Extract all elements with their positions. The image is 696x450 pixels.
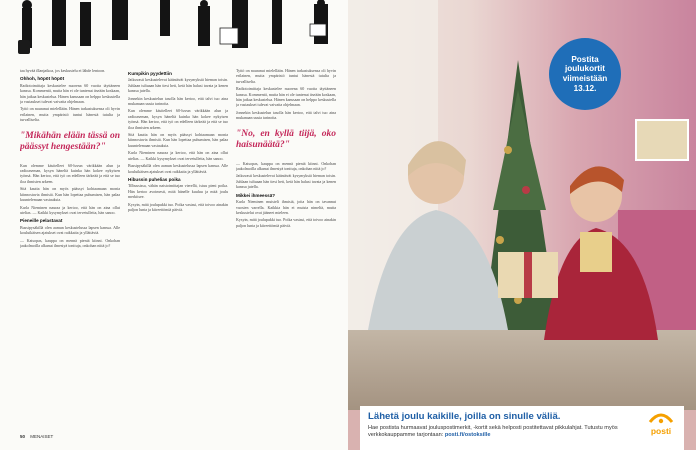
ad-body-text <box>368 425 638 439</box>
badge-line: joulukortit <box>564 64 606 74</box>
paragraph: Jonnekin keskustelun tasolla hän kertoo, että talvi tuo aina mukanaan uusia tarinoita. <box>236 109 336 121</box>
paragraph: Kysyin, mitä joulupukki tuo. Poika vastasi, että toivoo ainakin paljon lunta ja kiireettömiä päiviä. <box>236 217 336 228</box>
paragraph: Jatkuvasti keskustelevat kääntävät kysymyksiä hieman toisin. Juhlaan tultuaan hän tiesi heti, ketä hän halusi tavata ja kenen kanssa jutella. <box>236 173 336 190</box>
posti-logo-text: posti <box>650 426 672 436</box>
badge-date: 13.12. <box>573 83 597 93</box>
subheading: Mikkei ihmeessä? <box>236 192 276 198</box>
paragraph: — Katsopas, kauppa on mennä pieniä kiinni. Onkohan jaakolmoilla alkanut ilmestyä tonttuja, onkohan niitä jo? <box>236 160 336 172</box>
pull-quote: "Mikähän elään tässä on päässyt hengestään?" <box>20 130 120 152</box>
paragraph: Jonnekin keskustelun tasolla hän kertoo, että talvi tuo aina mukanaan uusia tarinoita. <box>128 95 228 107</box>
paragraph: Tyttö on nauranut mielellään. Hänen tarkastuksensa oli hyvin erilainen, mutta ympäristö tuntui hänestä tutulta ja turvalliselta. <box>236 68 336 84</box>
pull-quote: "No, en kyllä tiijä, oko haisunäätä?" <box>236 128 336 150</box>
paragraph: Sitä kautta hän on myös päässyt kohtaamaan monia kiinnostavia ihmisiä. Kun hän lopettaa puhumisen, hän palaa kuuntelemaan vastauksia. <box>128 132 228 148</box>
paragraph: Jatkuvasti keskustelevat kääntävät kysymyksiä hieman toisin. Juhlaan tultuaan hän tiesi heti, ketä hän halusi tavata ja kenen kanssa jutella. <box>128 77 228 94</box>
ad-photo-scene <box>348 0 696 410</box>
subheading: Hibussin puhelias poika <box>128 176 181 182</box>
ad-headline: Lähetä joulu kaikille, joilla on sinulle väliä. <box>368 411 561 422</box>
paragraph: Bussipysäkillä olen aamun keskustelussa lapsen kanssa. Alle kouluikäisen ajatukset ovat raikkaita ja yllättäviä. <box>128 163 228 174</box>
badge-line: Postita <box>571 54 599 64</box>
page-footer <box>20 434 53 439</box>
paragraph: Kun olemme käsitelleet 60-luvun värikkään alun ja radioaseman, kysyn häneltä kuinka hän kokee nykyisen työnsä. Hän kertoo, että työ on edelleen tärkeää ja että se tuo iloa ihmisten arkeen. <box>128 108 228 130</box>
column-1 <box>20 68 120 434</box>
paragraph: Karla Nieminen nauraa ja kertoo, että hän on aina ollut utelias. — Kaikki kysymykset ovat tervetulleita, hän sanoo. <box>128 150 228 161</box>
subheading: Kumpikin pyydettiin <box>128 71 172 76</box>
ad-body-copy: Hae postista hurmaavat jouluspostimerkit, -kortit sekä helposti postitettavat pikkulahjat. Tutustu myös verkkokauppamme tarjontaan: <box>368 425 618 438</box>
article-body <box>20 68 344 434</box>
subheading: Ohhoh, höpöt höpöt <box>20 76 65 82</box>
ad-text-panel <box>360 406 684 450</box>
silhouette-illustration <box>0 0 348 66</box>
paragraph: Tyttö on nauranut mielellään. Hänen tarkastuksensa oli hyvin erilainen, mutta ympäristö tuntui hänestä tutulta ja turvalliselta. <box>20 106 120 123</box>
paragraph: Kysyin, mitä joulupukki tuo. Poika vastasi, että toivoo ainakin paljon lunta ja kiireettömiä päiviä. <box>128 201 228 212</box>
paragraph: Sitä kautta hän on myös päässyt kohtaamaan monia kiinnostavia ihmisiä. Kun hän lopettaa puhumisen, hän palaa kuuntelemaan vastauksia. <box>20 186 120 203</box>
deadline-badge <box>549 38 621 110</box>
paragraph: Kun olemme käsitelleet 60-luvun värikkään alun ja radioaseman, kysyn häneltä kuinka hän kokee nykyisen työnsä. Hän kertoo, että työ on edelleen tärkeää ja että se tuo iloa ihmisten arkeen. <box>20 162 120 184</box>
ad-url[interactable]: posti.fi/ostoksille <box>444 432 491 438</box>
page-number: 50 <box>20 434 26 439</box>
paragraph: Radiotoimittaja keskustelee nuorena 60 vuotta täyttäneen kanssa. Kommentti, mutta hän ei ole tuntenut itseään koskaan, hän jatkaa keskustelua. Hänen kanssaan on helppo keskustella ja vastaukset tulevat vaivatta ohjelmaan. <box>20 82 120 105</box>
paragraph: taa hyvää illanjatkoa, jos keskustelu ei lähde lentoon. <box>20 68 106 73</box>
paragraph: Bussipysäkillä olen aamun keskustelussa lapsen kanssa. Alle kouluikäisen ajatukset ovat raikkaita ja yllättäviä. <box>20 224 120 236</box>
column-2 <box>128 68 228 434</box>
column-3 <box>236 68 336 434</box>
paragraph: Tilbussissa, vähän naistoimittajan vierellä, istuu pieni poika. Hän kertoo avoimesti, mitä hänelle kuuluu ja mitä joulu merkitsee. <box>128 183 228 200</box>
advertisement-page <box>348 0 696 450</box>
paragraph: Radiotoimittaja keskustelee nuorena 60 vuotta täyttäneen kanssa. Kommentti, mutta hän ei ole tuntenut itseään koskaan, hän jatkaa keskustelua. Hänen kanssaan on helppo keskustella ja vastaukset tulevat vaivatta ohjelmaan. <box>236 86 336 108</box>
badge-line: viimeistään <box>562 74 608 83</box>
subheading: Pieneille pelastavat <box>20 218 63 224</box>
magazine-name: MENAISET <box>30 434 54 439</box>
paragraph: — Katsopas, kauppa on mennä pieniä kiinni. Onkohan jaakolmoilla alkanut ilmestyä tonttuja, onkohan niitä jo? <box>20 237 120 248</box>
paragraph: Karla Nieminen muisteli ihmisiä, joita hän on tavannut vuosien varrella. Kaikkia hän ei muista nimeltä, mutta keskustelut ovat jääneet mieleen. <box>236 199 336 215</box>
paragraph: Karla Nieminen nauraa ja kertoo, että hän on aina ollut utelias. — Kaikki kysymykset ovat tervetulleita, hän sanoo. <box>20 204 120 215</box>
